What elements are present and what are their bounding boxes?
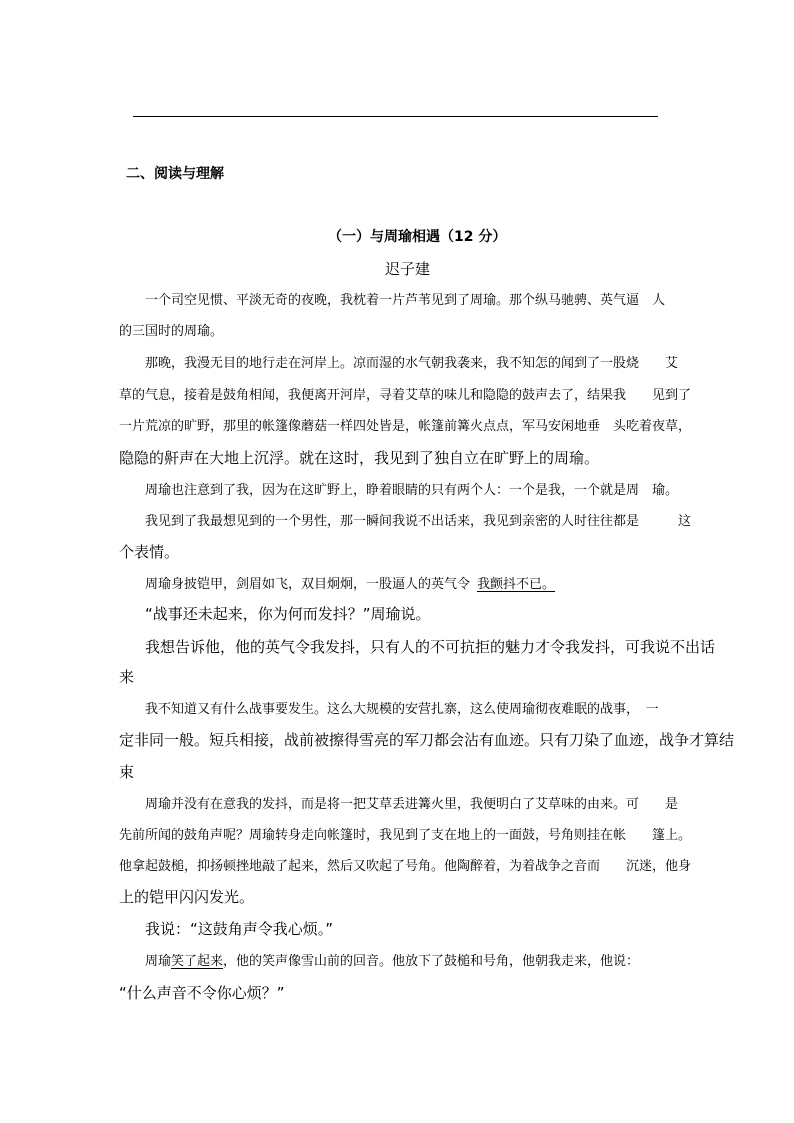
underlined-phrase: 笑了起来	[171, 954, 224, 969]
paragraph-line: 束	[119, 763, 135, 781]
paragraph-line: 周瑜身披铠甲，剑眉如飞，双目炯炯，一股逼人的英气令	[145, 577, 484, 592]
header-rule	[133, 116, 658, 117]
paragraph-line: 隐隐的鼾声在大地上沉浮。就在这时，我见到了独自立在旷野上的周瑜。	[119, 449, 600, 467]
paragraph-line: 先前所闻的鼓角声呢？周瑜转身走向帐篷时，我见到了支在地上的一面鼓，号角则挂在帐 篷上。	[119, 828, 692, 843]
section-heading: 二、阅读与理解	[126, 166, 224, 182]
paragraph-line: 周瑜也注意到了我，因为在这旷野上，睁着眼睛的只有两个人：一个是我，一个就是周 瑜。	[145, 483, 679, 498]
paragraph-line: 来	[119, 668, 135, 686]
paragraph-line: 个表情。	[119, 543, 180, 561]
paragraph-line: 一片荒凉的旷野，那里的帐篷像蘑菇一样四处皆是，帐篷前篝火点点，军马安闲地垂 头吃着夜草，	[119, 419, 692, 434]
paragraph-line: 那晚，我漫无目的地行走在河岸上。凉而湿的水气朝我袭来，我不知怎的闻到了一股烧 艾	[145, 356, 679, 371]
paragraph-line: 我见到了我最想见到的一个男性，那一瞬间我说不出话来，我见到亲密的人时往往都是 这	[145, 514, 692, 529]
paragraph-line: 上的铠甲闪闪发光。	[119, 888, 255, 906]
paragraph-line: 我想告诉他，他的英气令我发抖，只有人的不可抗拒的魅力才令我发抖，可我说不出话	[145, 638, 716, 656]
paragraph-line: ，他的笑声像雪山前的回音。他放下了鼓槌和号角，他朝我走来，他说：	[223, 954, 640, 969]
paragraph-line: 一个司空见惯、平淡无奇的夜晚，我枕着一片芦苇见到了周瑜。那个纵马驰骋、英气逼 人	[145, 293, 666, 308]
paragraph-line: 我不知道又有什么战事要发生。这么大规模的安营扎寨，这么使周瑜彻夜难眠的战事， 一	[145, 702, 659, 717]
paragraph-line: 的三国时的周瑜。	[119, 324, 224, 339]
paragraph-line: “什么声音不令你心烦？”	[119, 984, 285, 1002]
paragraph-line: 他拿起鼓槌，抑扬顿挫地敲了起来，然后又吹起了号角。他陶醉着，为着战争之音而 沉迷，他身	[119, 859, 692, 874]
paragraph-line: “战事还未起来，你为何而发抖？”周瑜说。	[145, 605, 431, 623]
paragraph-line: 周瑜	[145, 954, 172, 969]
paragraph-line: 我说：“这鼓角声令我心烦。”	[145, 920, 334, 938]
paragraph-line: 周瑜并没有在意我的发抖，而是将一把艾草丢进篝火里，我便明白了艾草味的由来。可 是	[145, 797, 679, 812]
article-author: 迟子建	[385, 260, 431, 278]
paragraph-line: 定非同一般。短兵相接，战前被擦得雪亮的军刀都会沾有血迹。只有刀染了血迹，战争才算结	[119, 731, 735, 749]
underlined-phrase: 我颤抖不已。	[477, 577, 556, 592]
article-title: （一）与周瑜相遇（12 分）	[328, 229, 507, 245]
paragraph-line: 草的气息，接着是鼓角相闻，我便离开河岸，寻着艾草的味儿和隐隐的鼓声去了，结果我 见到了	[119, 388, 692, 403]
